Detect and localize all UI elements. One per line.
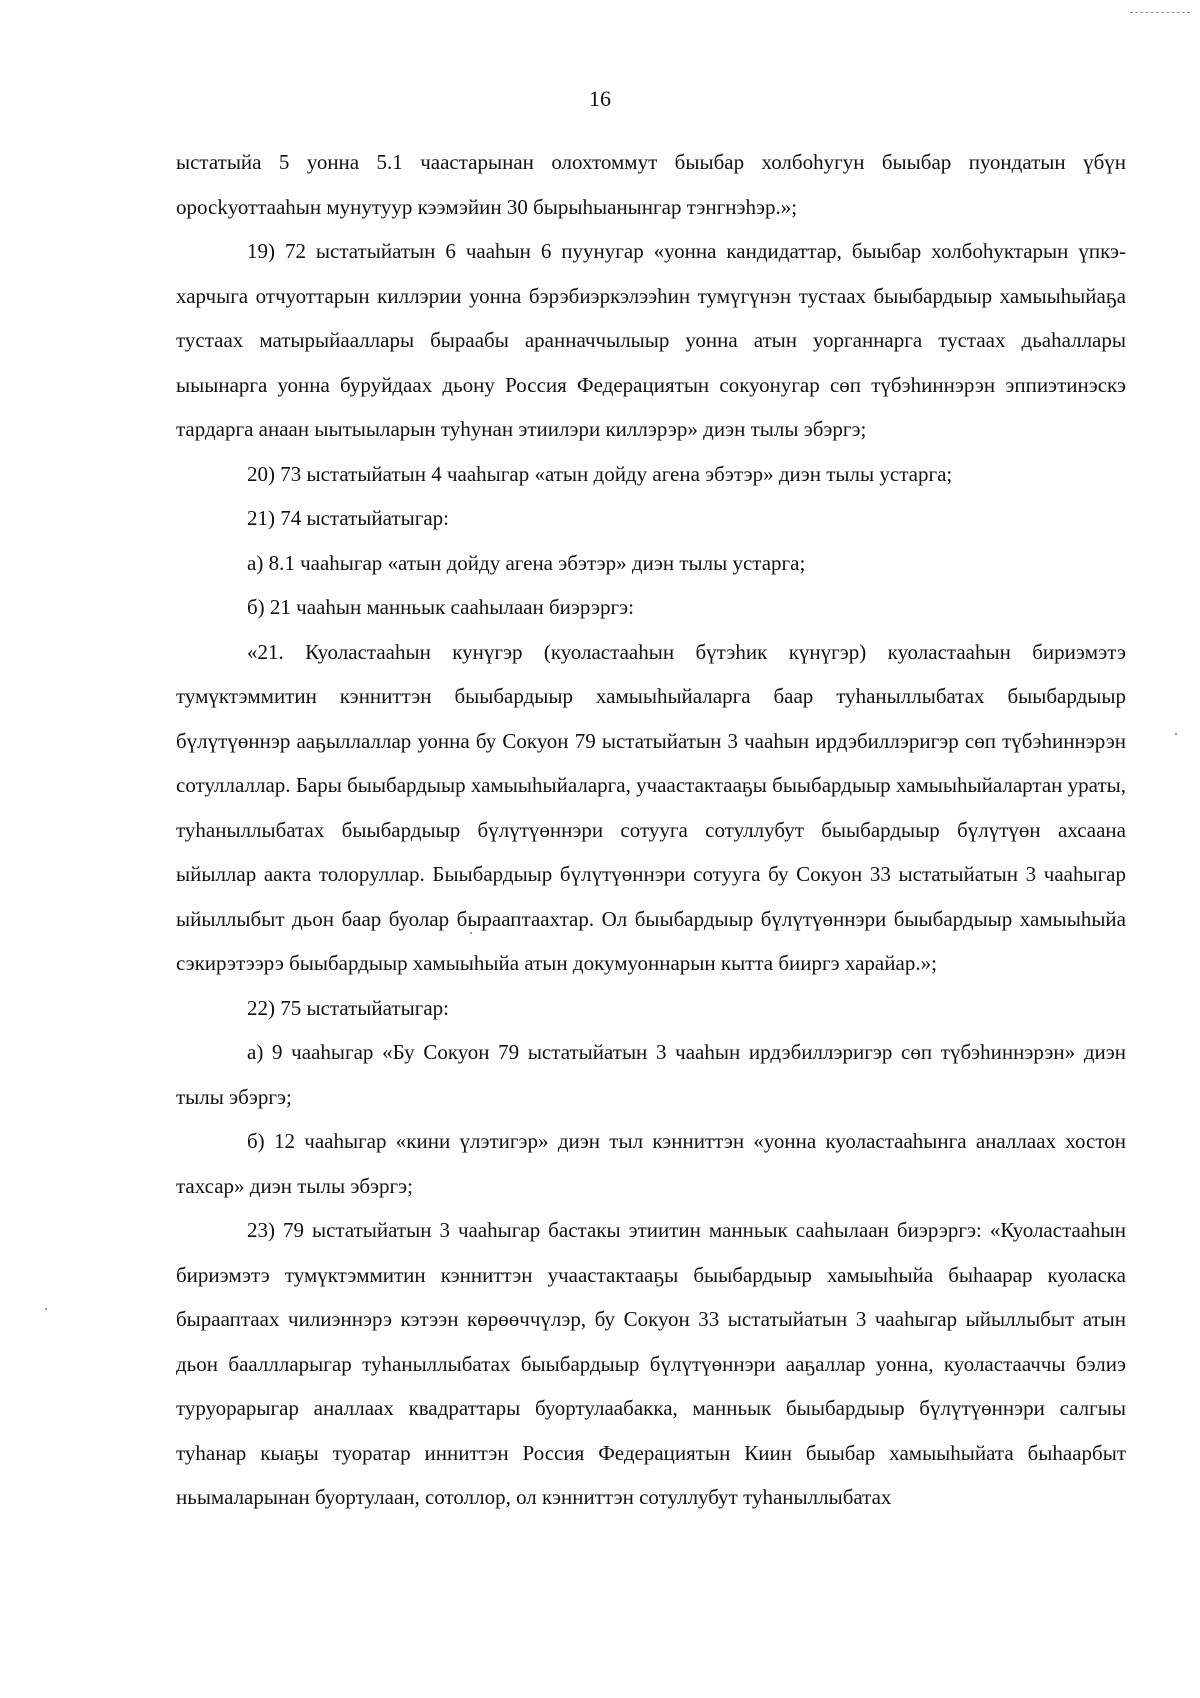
paragraph: 23) 79 ыстатыйатын 3 чааһыгар бастакы этиитин манньык сааһылаан биэрэргэ: «Куоластааһын бириэмэтэ тумүктэммитин кэнниттэн учаастактааҕы быыбардыыр хамыыһыйа быһаарар куоласка бырааптаах чилиэннэрэ кэтээн көрөөччүлэр, бу Сокуон 33 ыстатыйатын 3 чааһыгар ыйыллыбыт атын дьон бааллларыгар туһаныллыбатах быыбардыыр бүлүтүөннэри ааҕаллар уонна, куоластааччы бэлиэ туруорарыгар аналлаах квадраттары буортулаабакка, манньык быыбардыыр бүлүтүөннэри салгыы туһанар кыаҕы туоратар инниттэн Россия Федерациятын Киин быыбар хамыыһыйата быһаарбыт ньымаларынан буортулаан, сотоллор, ол кэнниттэн сотуллубут туһаныллыбатах: [176, 1218, 1126, 1509]
paragraph: б) 12 чааһыгар «кини үлэтигэр» диэн тыл кэнниттэн «уонна куоластааһынга аналлаах хостон тахсар» диэн тылы эбэргэ;: [176, 1129, 1126, 1198]
paragraph: б) 21 чааһын манньык сааһылаан биэрэргэ:: [247, 595, 634, 619]
paragraph: а) 9 чааһыгар «Бу Сокуон 79 ыстатыйатын 3 чааһын ирдэбиллэригэр сөп түбэһиннэрэн» диэн тылы эбэргэ;: [176, 1040, 1126, 1109]
paragraph: «21. Куоластааһын кунүгэр (куоластааһын бүтэһик күнүгэр) куоластааһын бириэмэтэ тумүктэммитин кэнниттэн быыбардыыр хамыыһыйаларга баар туһаныллыбатах быыбардыыр бүлүтүөннэр ааҕыллаллар уонна бу Сокуон 79 ыстатыйатын 3 чааһын ирдэбиллэригэр сөп түбэһиннэрэн сотуллаллар. Бары быыбардыыр хамыыһыйаларга, учаастактааҕы быыбардыыр хамыыһыйалартан ураты, туһаныллыбатах быыбардыыр бүлүтүөннэри сотууга сотуллубут быыбардыыр бүлүтүөн ахсаана ыйыллар аакта толоруллар. Быыбардыыр бүлүтүөннэри сотууга бу Сокуон 33 ыстатыйатын 3 чааһыгар ыйыллыбыт дьон баар буолар бырааптаахтар. Ол быыбардыыр бүлүтүөннэри быыбардыыр хамыыһыйа сэкирэтээрэ быыбардыыр хамыыһыйа атын докумуоннарын кытта бииргэ харайар.»;: [176, 639, 1126, 975]
scan-speck: [1175, 733, 1177, 735]
paragraph: 22) 75 ыстатыйатыгар:: [247, 995, 449, 1020]
paragraph: 20) 73 ыстатыйатын 4 чааһыгар «атын дойду агена эбэтэр» диэн тылы устарга;: [247, 461, 953, 486]
paragraph: а) 8.1 чааһыгар «атын дойду агена эбэтэр» диэн тылы устарга;: [247, 550, 806, 575]
scan-speck: [45, 1308, 47, 1310]
paragraph: 21) 74 ыстатыйатыгар:: [247, 506, 449, 530]
scan-mark: [1130, 12, 1190, 15]
page-number: 16: [589, 86, 611, 111]
paragraph: 19) 72 ыстатыйатын 6 чааһын 6 пуунугар «уонна кандидаттар, быыбар холбоһуктарын үпкэ-харчыга отчуоттарын киллэрии уонна бэрэбиэркэлээһин тумүгүнэн тустаах быыбардыыр хамыыһыйаҕа тустаах матырыйааллары быраабы аранначчылыыр уонна атын уорганнарга тустаах дьаһаллары ыыынарга уонна буруйдаах дьону Россия Федерациятын сокуонугар сөп түбэһиннэрэн эппиэтинэскэ тардарга анаан ыытыыларын туһунан этиилэри киллэрэр» диэн тылы эбэргэ;: [176, 239, 1126, 441]
paragraph: ыстатыйа 5 уонна 5.1 чаастарынан олохтоммут быыбар холбоһугун быыбар пуондатын үбүн оросkуоттааһын мунутуур кээмэйин 30 бырыһыанынгар тэнгнэһэр.»;: [176, 150, 1126, 219]
document-body: [176, 140, 1126, 1520]
